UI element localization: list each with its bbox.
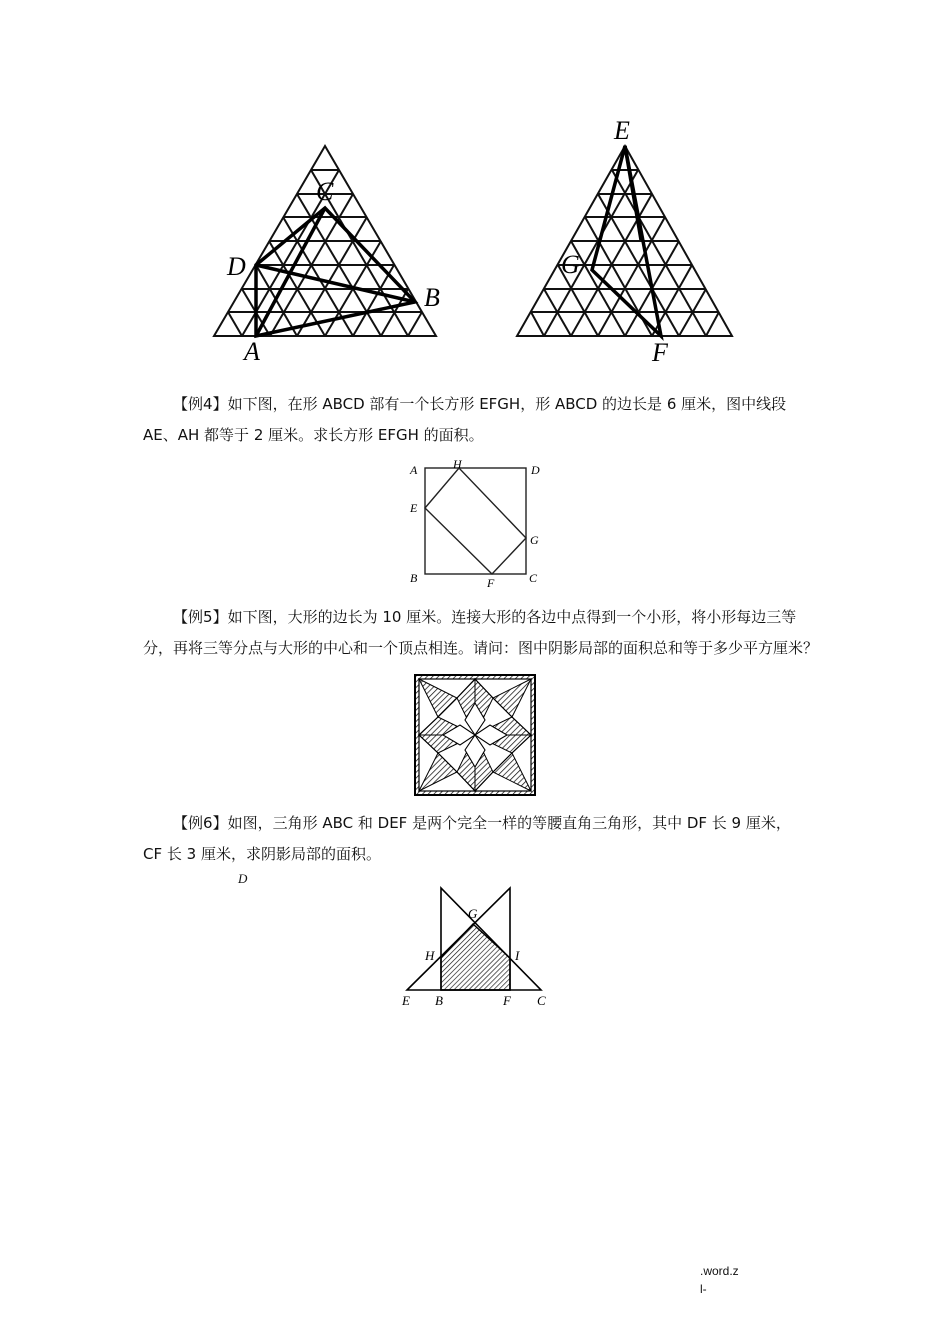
footer-line1: .word.z [700,1264,739,1278]
example4-num: 4 [203,395,213,413]
label-b: B [424,283,440,312]
example4-text [143,389,823,451]
ex4-label-a: A [410,463,418,477]
label-c: C [316,177,334,206]
ex6-label-b: B [435,993,443,1008]
ex4-label-h: H [453,458,462,471]
overlapping-triangles-figure [395,880,555,1010]
ex4-label-b: B [410,571,418,585]
square-efgh-figure [405,458,555,590]
footer-line2: l- [700,1282,707,1296]
ex6-label-f: F [503,993,511,1008]
ex4-label-d: D [531,463,540,477]
ex6-label-c: C [537,993,546,1008]
example6-line2: CF 长 3 厘米，求阴影局部的面积。 [143,845,381,863]
example6-tag-close: 】 [212,814,228,832]
label-d: D [227,252,246,281]
example6-text [143,808,823,870]
ex4-label-c: C [529,571,538,585]
page-footer [700,1262,739,1298]
example5-tag-close: 】 [212,608,228,626]
right-triangle-grid [517,146,732,336]
triangle-grids-figure [200,110,760,365]
ex6-label-h: H [425,948,435,963]
square-pattern-figure [413,673,537,797]
example6-line1: 如图，三角形 ABC 和 DEF 是两个完全一样的等腰直角三角形，其中 DF 长 9 厘米， [227,814,791,832]
example5-line1: 如下图，大形的边长为 10 厘米。连接大形的各边中点得到一个小形，将小形每边三等 [227,608,797,626]
stray-label-d: D [238,871,248,886]
example4-tag-close: 】 [212,395,228,413]
example4-tag: 【例 [173,395,204,413]
example4-line1: 如下图，在形 ABCD 部有一个长方形 EFGH，形 ABCD 的边长是 6 厘米，图中线段 [227,395,787,413]
label-g: G [561,250,580,279]
example5-text [143,602,823,664]
example5-tag: 【例 [173,608,204,626]
ex6-label-i: I [515,948,520,963]
left-triangle-grid [214,146,436,336]
ex6-label-g: G [468,906,478,921]
example5-line2: 分，再将三等分点与大形的中心和一个顶点相连。请问：图中阴影局部的面积总和等于多少平方厘米？ [143,639,819,657]
label-a: A [244,337,260,365]
label-f: F [652,338,668,365]
ex6-label-e: E [402,993,410,1008]
label-e: E [614,116,630,145]
example4-line2: AE、AH 都等于 2 厘米。求长方形 EFGH 的面积。 [143,426,484,444]
ex4-label-f: F [487,576,495,590]
example6-tag: 【例 [173,814,204,832]
ex4-label-e: E [410,501,418,515]
example5-num: 5 [203,608,213,626]
example6-num: 6 [203,814,213,832]
ex4-label-g: G [530,533,539,547]
